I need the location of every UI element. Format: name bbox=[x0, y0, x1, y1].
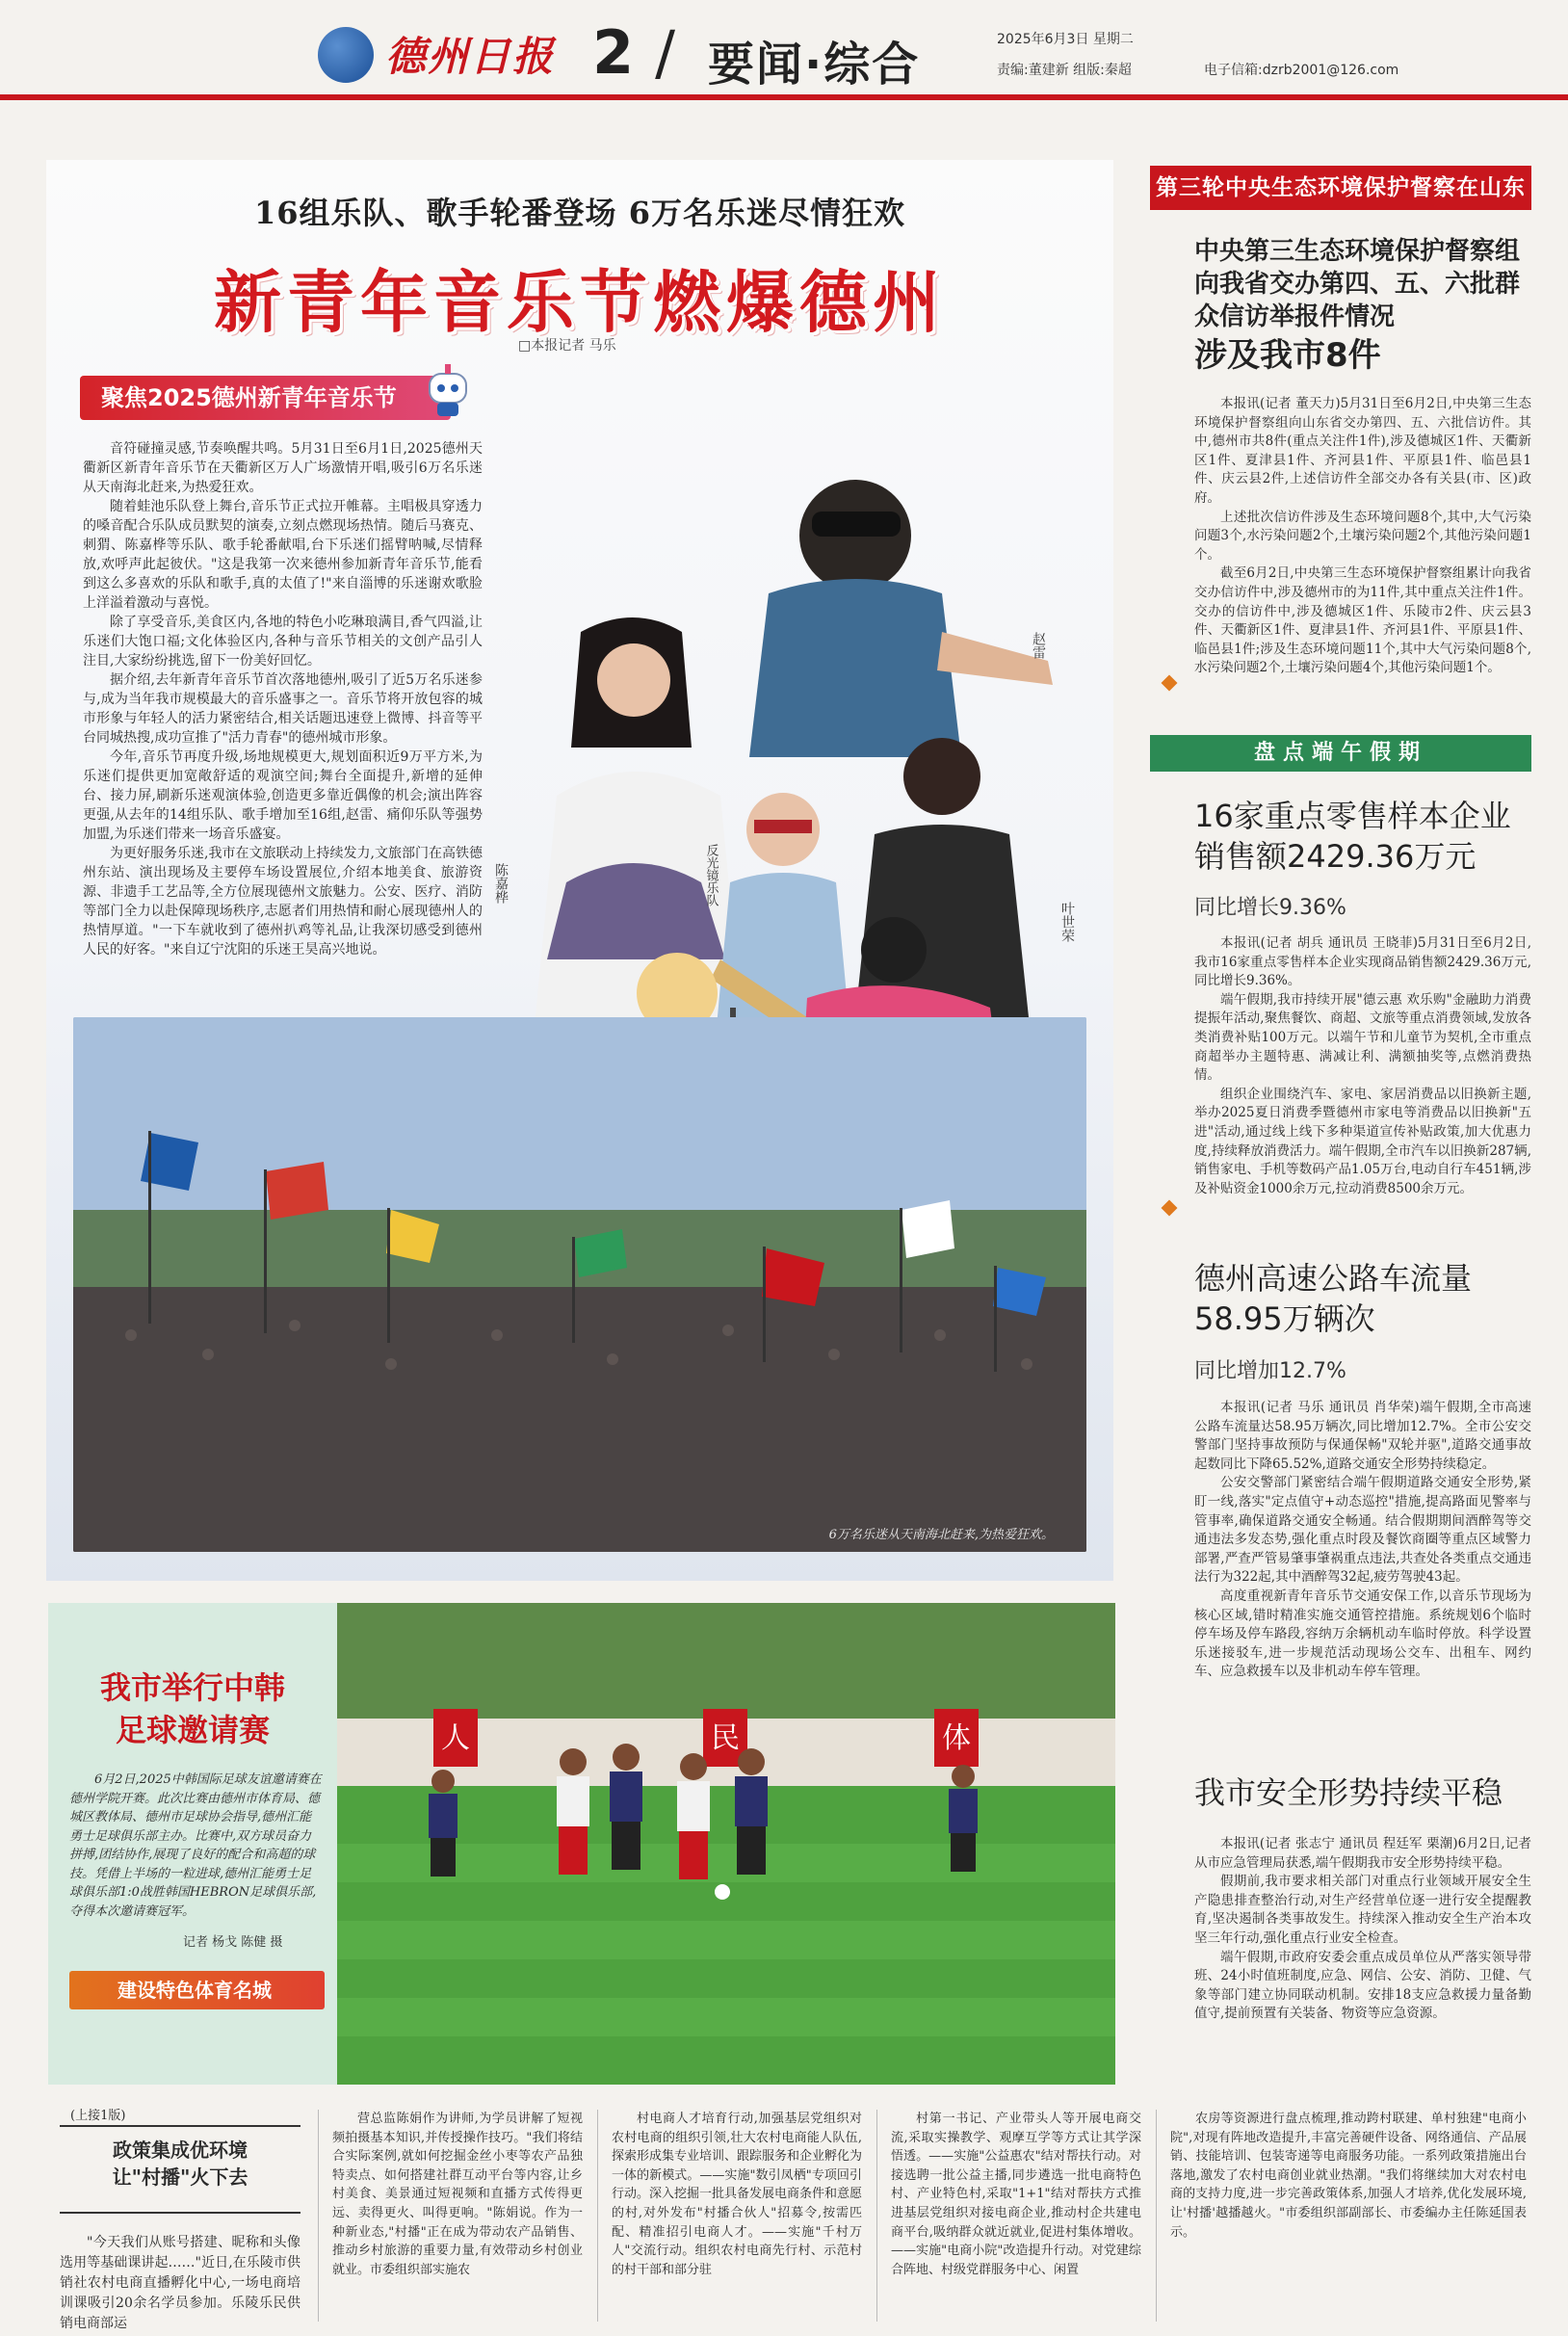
continued-headline bbox=[60, 2137, 301, 2191]
email-line: 电子信箱:dzrb2001@126.com bbox=[1204, 63, 1399, 78]
column-divider bbox=[318, 2110, 319, 2322]
safety-body bbox=[1194, 1835, 1531, 2024]
stadium-banner-char: 体 bbox=[942, 1721, 971, 1755]
paragraph: 村电商人才培育行动,加强基层党组织对农村电商的组织引领,壮大农村电商能人队伍,探索形成集专业培训、跟踪服务和企业孵化为一体的新模式。——实施"数引凤栖"专项回引行动。深入挖掘一批具备发展电商条件和意愿的村,对外发布"村播合伙人"招募令,按需匹配、精准招引电商人才。——实施"千村万人"交流行动。组织农村电商先行村、示范村的村干部和部分驻 bbox=[612, 2112, 863, 2277]
byline: □本报记者 马乐 bbox=[518, 338, 616, 354]
paragraph: 公安交警部门紧密结合端午假期道路交通安全形势,紧盯一线,落实"定点值守+动态巡控"措施,提高路面见警率与管事率,确保道路交通安全畅通。结合假期期间酒醉驾等交通违法多发态势,强化重点时段及餐饮商圈等重点区域警力部署,严查严管易肇事肇祸重点违法,共查处各类重点交通违法行为322起,其中酒醉驾32起,疲劳驾驶43起。 bbox=[1194, 1475, 1531, 1586]
football-ball-icon bbox=[715, 1884, 730, 1900]
traffic-headline: 德州高速公路车流量58.95万辆次 bbox=[1194, 1260, 1473, 1337]
player-figure bbox=[677, 1753, 710, 1879]
football-photo bbox=[337, 1603, 1115, 2085]
section-marker-icon bbox=[1162, 675, 1178, 692]
paper-name: 德州日报 bbox=[385, 33, 556, 80]
headline-line: 我市举行中韩 bbox=[99, 1669, 285, 1706]
paragraph: 截至6月2日,中央第三生态环境保护督察组累计向我省交办信访件中,涉及德州市的为11件,其中重点关注件1件。交办的信访件中,涉及德城区1件、乐陵市2件、庆云县3件、天衢新区1件、夏津县1件、齐河县1件、平原县1件、临邑县1件;涉及生态环境问题11个,其中大气污染问题8个,水污染问题2个,土壤污染问题4个,其他污染问题1个。 bbox=[1194, 565, 1531, 676]
masthead-rule bbox=[0, 94, 1568, 100]
paragraph: 组织企业围绕汽车、家电、家居消费品以旧换新主题,举办2025夏日消费季暨德州市家电等消费品以旧换新"五进"活动,通过线上线下多种渠道宣传补贴政策,加大优惠力度,持续释放消费活力。端午假期,全市汽车以旧换新287辆,销售家电、手机等数码产品1.05万台,电动自行车451辆,涉及补贴资金1000余万元,拉动消费8500余万元。 bbox=[1194, 1086, 1531, 1196]
music-festival-article bbox=[46, 160, 1113, 1581]
player-figure bbox=[949, 1765, 978, 1872]
performer-label: 反光镜乐队 bbox=[703, 844, 719, 906]
traffic-body bbox=[1194, 1399, 1531, 1682]
holiday-section-header: 盘点端午假期 bbox=[1150, 735, 1531, 772]
paragraph: "今天我们从账号搭建、昵称和头像选用等基础课讲起……"近日,在乐陵市供销社农村电商直播孵化中心,一场电商培训课吸引20余名学员参加。乐陵乐民供销电商部运 bbox=[60, 2235, 301, 2331]
performer-label: 陈嘉桦 bbox=[493, 863, 509, 904]
paragraph: 除了享受音乐,美食区内,各地的特色小吃琳琅满目,香气四溢,让乐迷们大饱口福;文化体验区内,各种与音乐节相关的文创产品引人注目,大家纷纷挑选,留下一份美好回忆。 bbox=[83, 615, 483, 669]
paragraph: 农房等资源进行盘点梳理,推动跨村联建、单村独建"电商小院",对现有阵地改造提升,丰富完善硬件设备、网络通信、产品展销、技能培训、包装寄递等电商服务功能。一系列政策措施出台落地,激发了农村电商创业就业热潮。"我们将继续加大对农村电商的支持力度,进一步完善政策体系,加强人才培养,优化发展环境,让'村播'越播越火。"市委组织部副部长、市委编办主任陈延国表示。 bbox=[1170, 2112, 1527, 2240]
retail-headline: 16家重点零售样本企业销售额2429.36万元 bbox=[1194, 798, 1511, 875]
retail-subhead: 同比增长9.36% bbox=[1194, 896, 1346, 920]
paragraph: 今年,音乐节再度升级,场地规模更大,规划面积近9万平方米,为乐迷们提供更加宽敞舒适的观演空间;舞台全面提升,新增的延伸台、接力屏,刷新乐迷观演体验,创造更多靠近偶像的机会;演出阵容更强,从去年的14组乐队、歌手增加至16组,赵雷、痛仰乐队等强势加盟,为乐迷们带来一场音乐盛宴。 bbox=[83, 749, 483, 842]
section-name: 要闻·综合 bbox=[708, 38, 921, 92]
inspection-body bbox=[1194, 395, 1531, 678]
robot-mascot-icon bbox=[420, 360, 476, 420]
headline-line: 政策集成优环境 bbox=[113, 2139, 248, 2162]
section-marker-icon bbox=[1162, 1200, 1178, 1217]
column-divider bbox=[1156, 2110, 1157, 2322]
text-column bbox=[891, 2110, 1141, 2279]
paragraph: 本报讯(记者 马乐 通讯员 肖华荣)端午假期,全市高速公路车流量达58.95万辆次,同比增加12.7%。全市公安交警部门坚持事故预防与保通保畅"双轮并驱",道路交通事故起数同比下降65.52%,道路交通安全形势持续稳定。 bbox=[1194, 1400, 1531, 1472]
traffic-subhead: 同比增加12.7% bbox=[1194, 1359, 1346, 1383]
paragraph: 端午假期,我市持续开展"德云惠 欢乐购"金融助力消费提振年活动,聚焦餐饮、商超、文旅等重点消费领域,发放各类消费补贴100万元。以端午节和儿童节为契机,全市重点商超举办主题特惠、满减让利、满额抽奖等,点燃消费热情。 bbox=[1194, 991, 1531, 1084]
paragraph: 村第一书记、产业带头人等开展电商交流,采取实操教学、观摩互学等方式让其学深悟透。——实施"公益惠农"结对帮扶行动。对接选聘一批公益主播,同步遴选一批电商特色村、产业特色村,采取"1+1"结对帮扶方式推进基层党组织对接电商企业,推动村企共建电商平台,吸纳群众就近就业,促进村集体增收。——实施"电商小院"改造提升行动。对党建综合阵地、村级党群服务中心、闲置 bbox=[891, 2112, 1141, 2277]
headline-line: 足球邀请赛 bbox=[115, 1712, 270, 1748]
text-column bbox=[60, 2233, 301, 2334]
continued-tag: (上接1版) bbox=[70, 2109, 126, 2123]
column-divider bbox=[876, 2110, 877, 2322]
performer-label: 赵雷 bbox=[1031, 632, 1046, 659]
campaign-badge: 建设特色体育名城 bbox=[69, 1971, 325, 2009]
column-divider bbox=[597, 2110, 598, 2322]
inspection-headline: 中央第三生态环境保护督察组向我省交办第四、五、六批群众信访举报件情况 bbox=[1194, 237, 1521, 331]
retail-body bbox=[1194, 934, 1531, 1198]
editors-line: 责编:董建新 组版:秦超 bbox=[997, 63, 1132, 78]
performer-figure bbox=[749, 480, 1053, 757]
paragraph: 本报讯(记者 胡兵 通讯员 王晓菲)5月31日至6月2日,我市16家重点零售样本企业实现商品销售额2429.36万元,同比增长9.36%。 bbox=[1194, 935, 1531, 989]
player-figure bbox=[557, 1748, 589, 1875]
inspection-section-header: 第三轮中央生态环境保护督察在山东 bbox=[1150, 166, 1531, 210]
text-column bbox=[1170, 2110, 1527, 2242]
article-kicker: 16组乐队、歌手轮番登场 6万名乐迷尽情狂欢 bbox=[254, 195, 905, 231]
paragraph: 假期前,我市要求相关部门对重点行业领域开展安全生产隐患排查整治行动,对生产经营单位逐一进行安全提醒教育,坚决遏制各类事故发生。持续深入推动安全生产治本攻坚三年行动,强化重点行业安全检查。 bbox=[1194, 1874, 1531, 1946]
crowd-flags-illustration bbox=[73, 1017, 1086, 1552]
page-number: 2 / bbox=[592, 17, 676, 88]
football-match-illustration bbox=[337, 1603, 1115, 2085]
text-column bbox=[612, 2110, 862, 2279]
crowd-photo bbox=[73, 1017, 1086, 1552]
stadium-banner-char: 人 bbox=[441, 1721, 470, 1755]
newspaper-logo-icon bbox=[318, 27, 374, 83]
player-figure bbox=[735, 1748, 768, 1875]
masthead bbox=[0, 0, 1568, 96]
text-column bbox=[332, 2110, 583, 2279]
football-body bbox=[69, 1771, 322, 1921]
headline-line: 让"村播"火下去 bbox=[112, 2165, 248, 2189]
football-headline bbox=[48, 1667, 337, 1751]
photo-caption: 6万名乐迷从天南海北赶来,为热爱狂欢。 bbox=[828, 1528, 1054, 1542]
performer-label: 叶世荣 bbox=[1059, 902, 1075, 942]
paragraph: 营总监陈娟作为讲师,为学员讲解了短视频拍摄基本知识,并传授操作技巧。"我们将结合实际案例,就如何挖掘金丝小枣等农产品独特卖点、如何搭建社群互动平台等内容,让乡村美食、美景通过短视频和直播方式传得更远、卖得更火、叫得更响。"陈娟说。作为一种新业态,"村播"正在成为带动农产品销售、推动乡村旅游的重要力量,有效带动乡村创业就业。市委组织部实施农 bbox=[332, 2112, 583, 2277]
player-figure bbox=[610, 1744, 642, 1870]
article-body bbox=[83, 439, 483, 959]
paragraph: 据介绍,去年新青年音乐节首次落地德州,吸引了近5万名乐迷参与,成为当年我市规模最大的音乐盛事之一。音乐节将开放包容的城市形象与年轻人的活力紧密结合,相关话题迅速登上微博、抖音等平台同城热搜,成功宣推了"活力青春"的德州城市形象。 bbox=[83, 672, 483, 746]
inspection-subhead: 涉及我市8件 bbox=[1194, 336, 1381, 375]
paragraph: 高度重视新青年音乐节交通安保工作,以音乐节现场为核心区域,错时精准实施交通管控措施。系统规划6个临时停车场及停车路段,容纳万余辆机动车临时停放。科学设置乐迷接驳车,进一步规范活动现场公交车、出租车、网约车、应急救援车以及非机动车停车管理。 bbox=[1194, 1588, 1531, 1680]
photo-credit: 记者 杨戈 陈健 摄 bbox=[183, 1935, 283, 1950]
paragraph: 上述批次信访件涉及生态环境问题8个,其中,大气污染问题3个,水污染问题2个,土壤污染问题2个,其他污染问题1个。 bbox=[1194, 509, 1531, 563]
topic-banner: 聚焦2025德州新青年音乐节 bbox=[80, 376, 451, 420]
stadium-banner-char: 民 bbox=[711, 1721, 740, 1755]
paragraph: 本报讯(记者 张志宁 通讯员 程廷军 栗潮)6月2日,记者从市应急管理局获悉,端午假期我市安全形势持续平稳。 bbox=[1194, 1836, 1531, 1871]
article-headline: 新青年音乐节燃爆德州 bbox=[214, 263, 946, 342]
issue-date: 2025年6月3日 星期二 bbox=[997, 32, 1134, 47]
paragraph: 为更好服务乐迷,我市在文旅联动上持续发力,文旅部门在高铁德州东站、演出现场及主要停车场设置展位,介绍本地美食、旅游资源、非遗手工艺品等,全方位展现德州文旅魅力。公安、医疗、消防等部门全力以赴保障现场秩序,志愿者们用热情和耐心展现德州人的热情厚道。"一下车就收到了德州扒鸡等礼品,让我深切感受到德州人民的好客。"来自辽宁沈阳的乐迷王昊高兴地说。 bbox=[83, 846, 483, 958]
paragraph: 端午假期,市政府安委会重点成员单位从严落实领导带班、24小时值班制度,应急、网信、公安、消防、卫健、气象等部门建立协同联动机制。安排18支应急救援力量备勤值守,提前预置有关装备、物资等应急资源。 bbox=[1194, 1949, 1531, 2022]
paragraph: 音符碰撞灵感,节奏唤醒共鸣。5月31日至6月1日,2025德州天衢新区新青年音乐节在天衢新区万人广场激情开唱,吸引6万名乐迷从天南海北赶来,为热爱狂欢。 bbox=[83, 441, 483, 495]
paragraph: 随着蛙池乐队登上舞台,音乐节正式拉开帷幕。主唱极具穿透力的嗓音配合乐队成员默契的演奏,立刻点燃现场热情。随后马赛克、刺猬、陈嘉桦等乐队、歌手轮番献唱,台下乐迷们摇臂呐喊,尽情释放,欢呼声此起彼伏。"这是我第一次来德州参加新青年音乐节,能看到这么多喜欢的乐队和歌手,真的太值了!"来自淄博的乐迷谢欢歌脸上洋溢着激动与喜悦。 bbox=[83, 499, 483, 611]
paragraph: 本报讯(记者 董天力)5月31日至6月2日,中央第三生态环境保护督察组向山东省交办第四、五、六批信访件。其中,德州市共8件(重点关注件1件),涉及德城区1件、天衢新区1件、夏津县1件、齐河县1件、平原县1件、临邑县1件、庆云县2件,上述信访件全部交办各有关县(市、区)政府。 bbox=[1194, 396, 1531, 506]
paragraph: 6月2日,2025中韩国际足球友谊邀请赛在德州学院开赛。此次比赛由德州市体育局、德城区教体局、德州市足球协会指导,德州汇能勇士足球俱乐部主办。比赛中,双方球员奋力拼搏,团结协作,展现了良好的配合和高超的球技。凭借上半场的一粒进球,德州汇能勇士足球俱乐部1:0战胜韩国HEBRON足球俱乐部,夺得本次邀请赛冠军。 bbox=[69, 1772, 322, 1919]
safety-headline: 我市安全形势持续平稳 bbox=[1194, 1774, 1503, 1811]
player-figure bbox=[429, 1770, 457, 1877]
